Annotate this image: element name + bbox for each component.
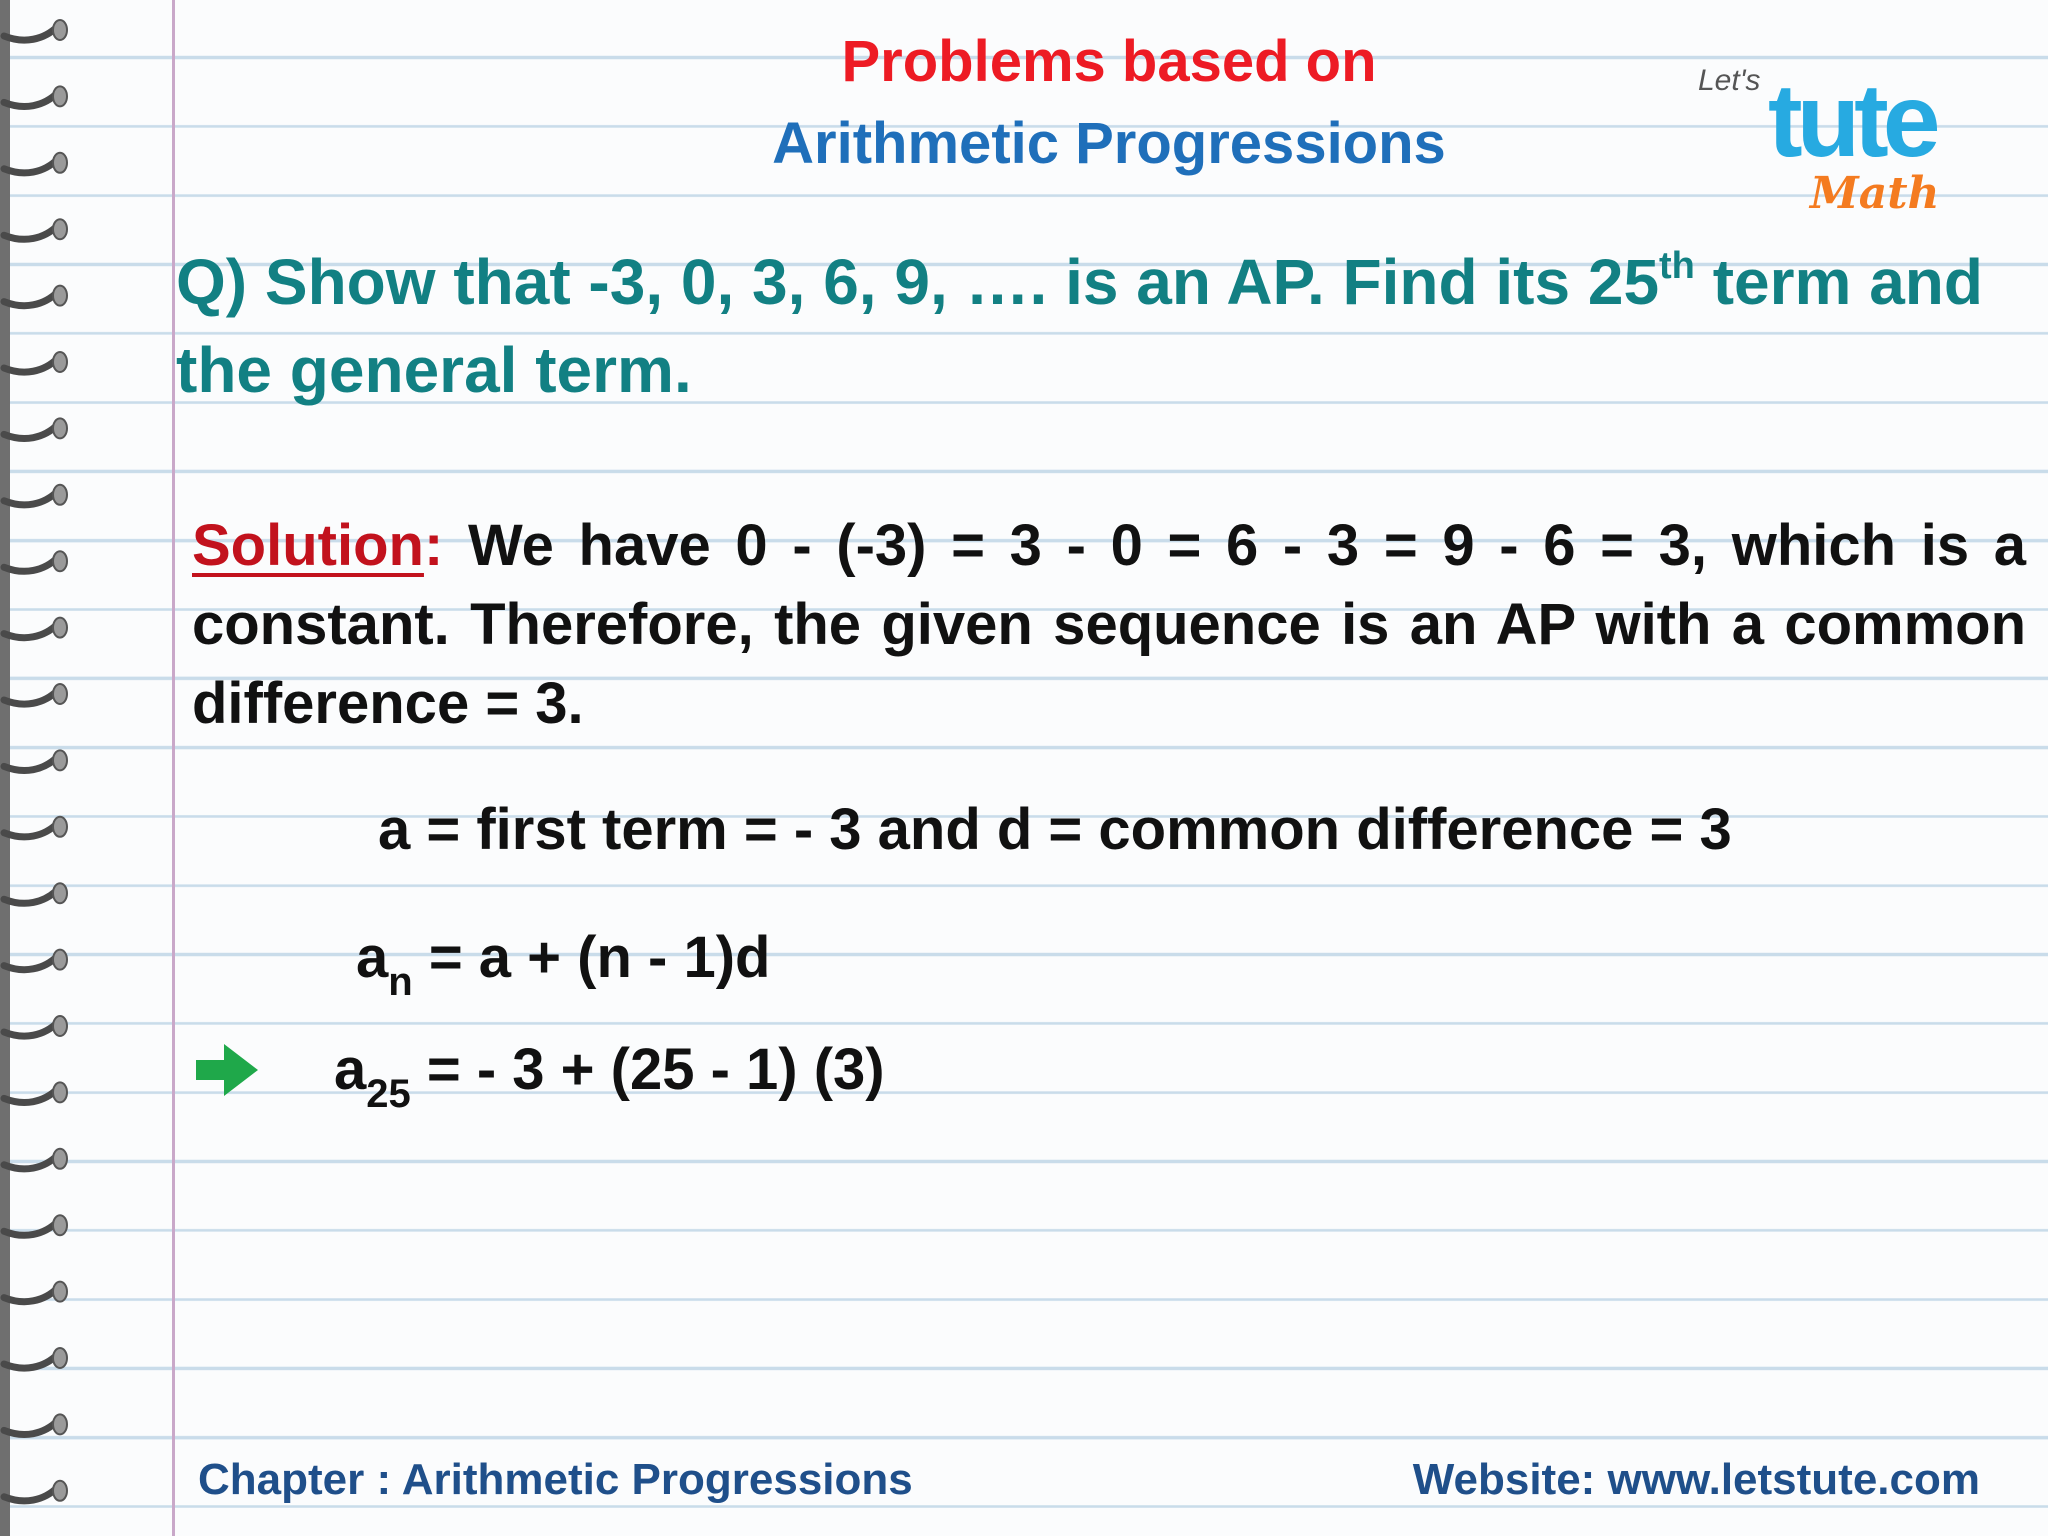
- binding-ring: [4, 219, 67, 239]
- solution-text: We have 0 - (-3) = 3 - 0 = 6 - 3 = 9 - 6 = 3, which is a constant. Therefore, the given sequence is an AP with a common difference = 3.: [192, 513, 2026, 736]
- equation-25th-base: a: [334, 1037, 367, 1102]
- logo-brand: tute: [1768, 63, 1935, 179]
- equation-general-term: [356, 924, 771, 1004]
- footer-chapter: Chapter : Arithmetic Progressions: [198, 1455, 913, 1504]
- spiral-binding: [0, 0, 82, 1536]
- binding-ring: [4, 1149, 67, 1169]
- right-arrow-icon: [194, 1042, 262, 1098]
- binding-ring: [4, 1282, 67, 1302]
- page-title-line1: Problems based on: [841, 29, 1377, 94]
- binding-ring: [4, 750, 67, 770]
- binding-ring: [4, 1348, 67, 1368]
- binding-ring: [4, 352, 67, 372]
- binding-ring: [4, 1414, 67, 1434]
- binding-ring: [4, 1215, 67, 1235]
- binding-ring: [4, 817, 67, 837]
- question-superscript: th: [1659, 245, 1695, 287]
- margin-line: [172, 0, 175, 1536]
- binding-ring: [4, 286, 67, 306]
- question-text-tail: term and the general term.: [176, 246, 1983, 406]
- binding-ring: [4, 618, 67, 638]
- equation-25th-rest: = - 3 + (25 - 1) (3): [410, 1037, 885, 1102]
- binding-ring: [4, 1481, 67, 1501]
- logo-subject: Math: [1810, 168, 1940, 218]
- solution-colon: :: [423, 513, 444, 578]
- logo-prefix: Let's: [1698, 64, 1761, 97]
- question-text: [176, 238, 2006, 414]
- binding-ring: [4, 950, 67, 970]
- page-title-line2: Arithmetic Progressions: [772, 111, 1446, 176]
- equation-general-rest: = a + (n - 1)d: [412, 925, 771, 990]
- question-text-main: Q) Show that -3, 0, 3, 6, 9, …. is an AP. Find its 25: [176, 246, 1660, 318]
- solution-paragraph: [192, 506, 2026, 743]
- equation-first-term: a = first term = - 3 and d = common difference = 3: [378, 797, 1732, 862]
- equation-general-base: a: [356, 925, 389, 990]
- binding-ring: [4, 1082, 67, 1102]
- equation-25th-term: [334, 1036, 885, 1116]
- binding-ring: [4, 418, 67, 438]
- footer-website: Website: www.letstute.com: [1412, 1455, 1980, 1504]
- binding-ring: [4, 1016, 67, 1036]
- letstute-math-logo: [1690, 48, 2020, 218]
- binding-ring: [4, 485, 67, 505]
- equation-25th-subscript: 25: [366, 1072, 411, 1116]
- binding-ring: [4, 684, 67, 704]
- equation-general-subscript: n: [388, 960, 413, 1004]
- binding-ring: [4, 551, 67, 571]
- solution-label: Solution: [192, 513, 424, 578]
- binding-ring: [4, 883, 67, 903]
